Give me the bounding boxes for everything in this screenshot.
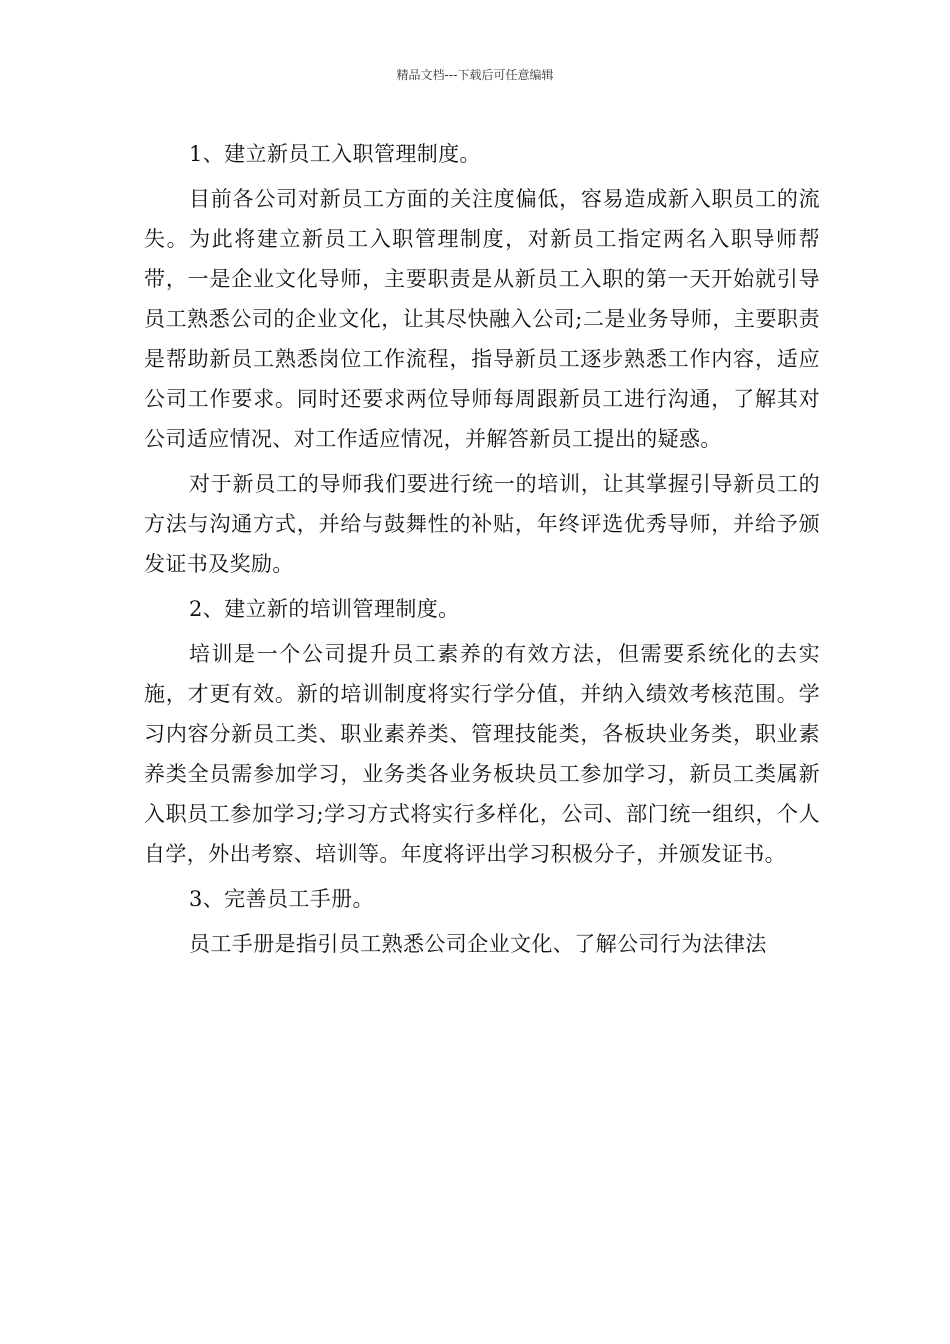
paragraph-1: 目前各公司对新员工方面的关注度偏低，容易造成新入职员工的流失。为此将建立新员工入职管理制度，对新员工指定两名入职导师帮带，一是企业文化导师，主要职责是从新员工入职的第一天开始就引导员工熟悉公司的企业文化，让其尽快融入公司;二是业务导师，主要职责是帮助新员工熟悉岗位工作流程，指导新员工逐步熟悉工作内容，适应公司工作要求。同时还要求两位导师每周跟新员工进行沟通，了解其对公司适应情况、对工作适应情况，并解答新员工提出的疑惑。: [144, 187, 820, 451]
section-heading-2: 2、建立新的培训管理制度。: [189, 597, 460, 621]
paragraph-4: 员工手册是指引员工熟悉公司企业文化、了解公司行为法律法: [189, 932, 767, 956]
page-header: 精品文档---下载后可任意编辑: [396, 68, 554, 82]
section-heading-1: 1、建立新员工入职管理制度。: [189, 142, 481, 166]
paragraph-2: 对于新员工的导师我们要进行统一的培训，让其掌握引导新员工的方法与沟通方式，并给与鼓舞性的补贴，年终评选优秀导师，并给予颁发证书及奖励。: [144, 472, 820, 576]
document-body: [144, 134, 820, 969]
paragraph-3: 培训是一个公司提升员工素养的有效方法，但需要系统化的去实施，才更有效。新的培训制度将实行学分值，并纳入绩效考核范围。学习内容分新员工类、职业素养类、管理技能类，各板块业务类，职业素养类全员需参加学习，业务类各业务板块员工参加学习，新员工类属新入职员工参加学习;学习方式将实行多样化，公司、部门统一组织，个人自学，外出考察、培训等。年度将评出学习积极分子，并颁发证书。: [144, 642, 820, 866]
section-heading-3: 3、完善员工手册。: [189, 887, 374, 911]
